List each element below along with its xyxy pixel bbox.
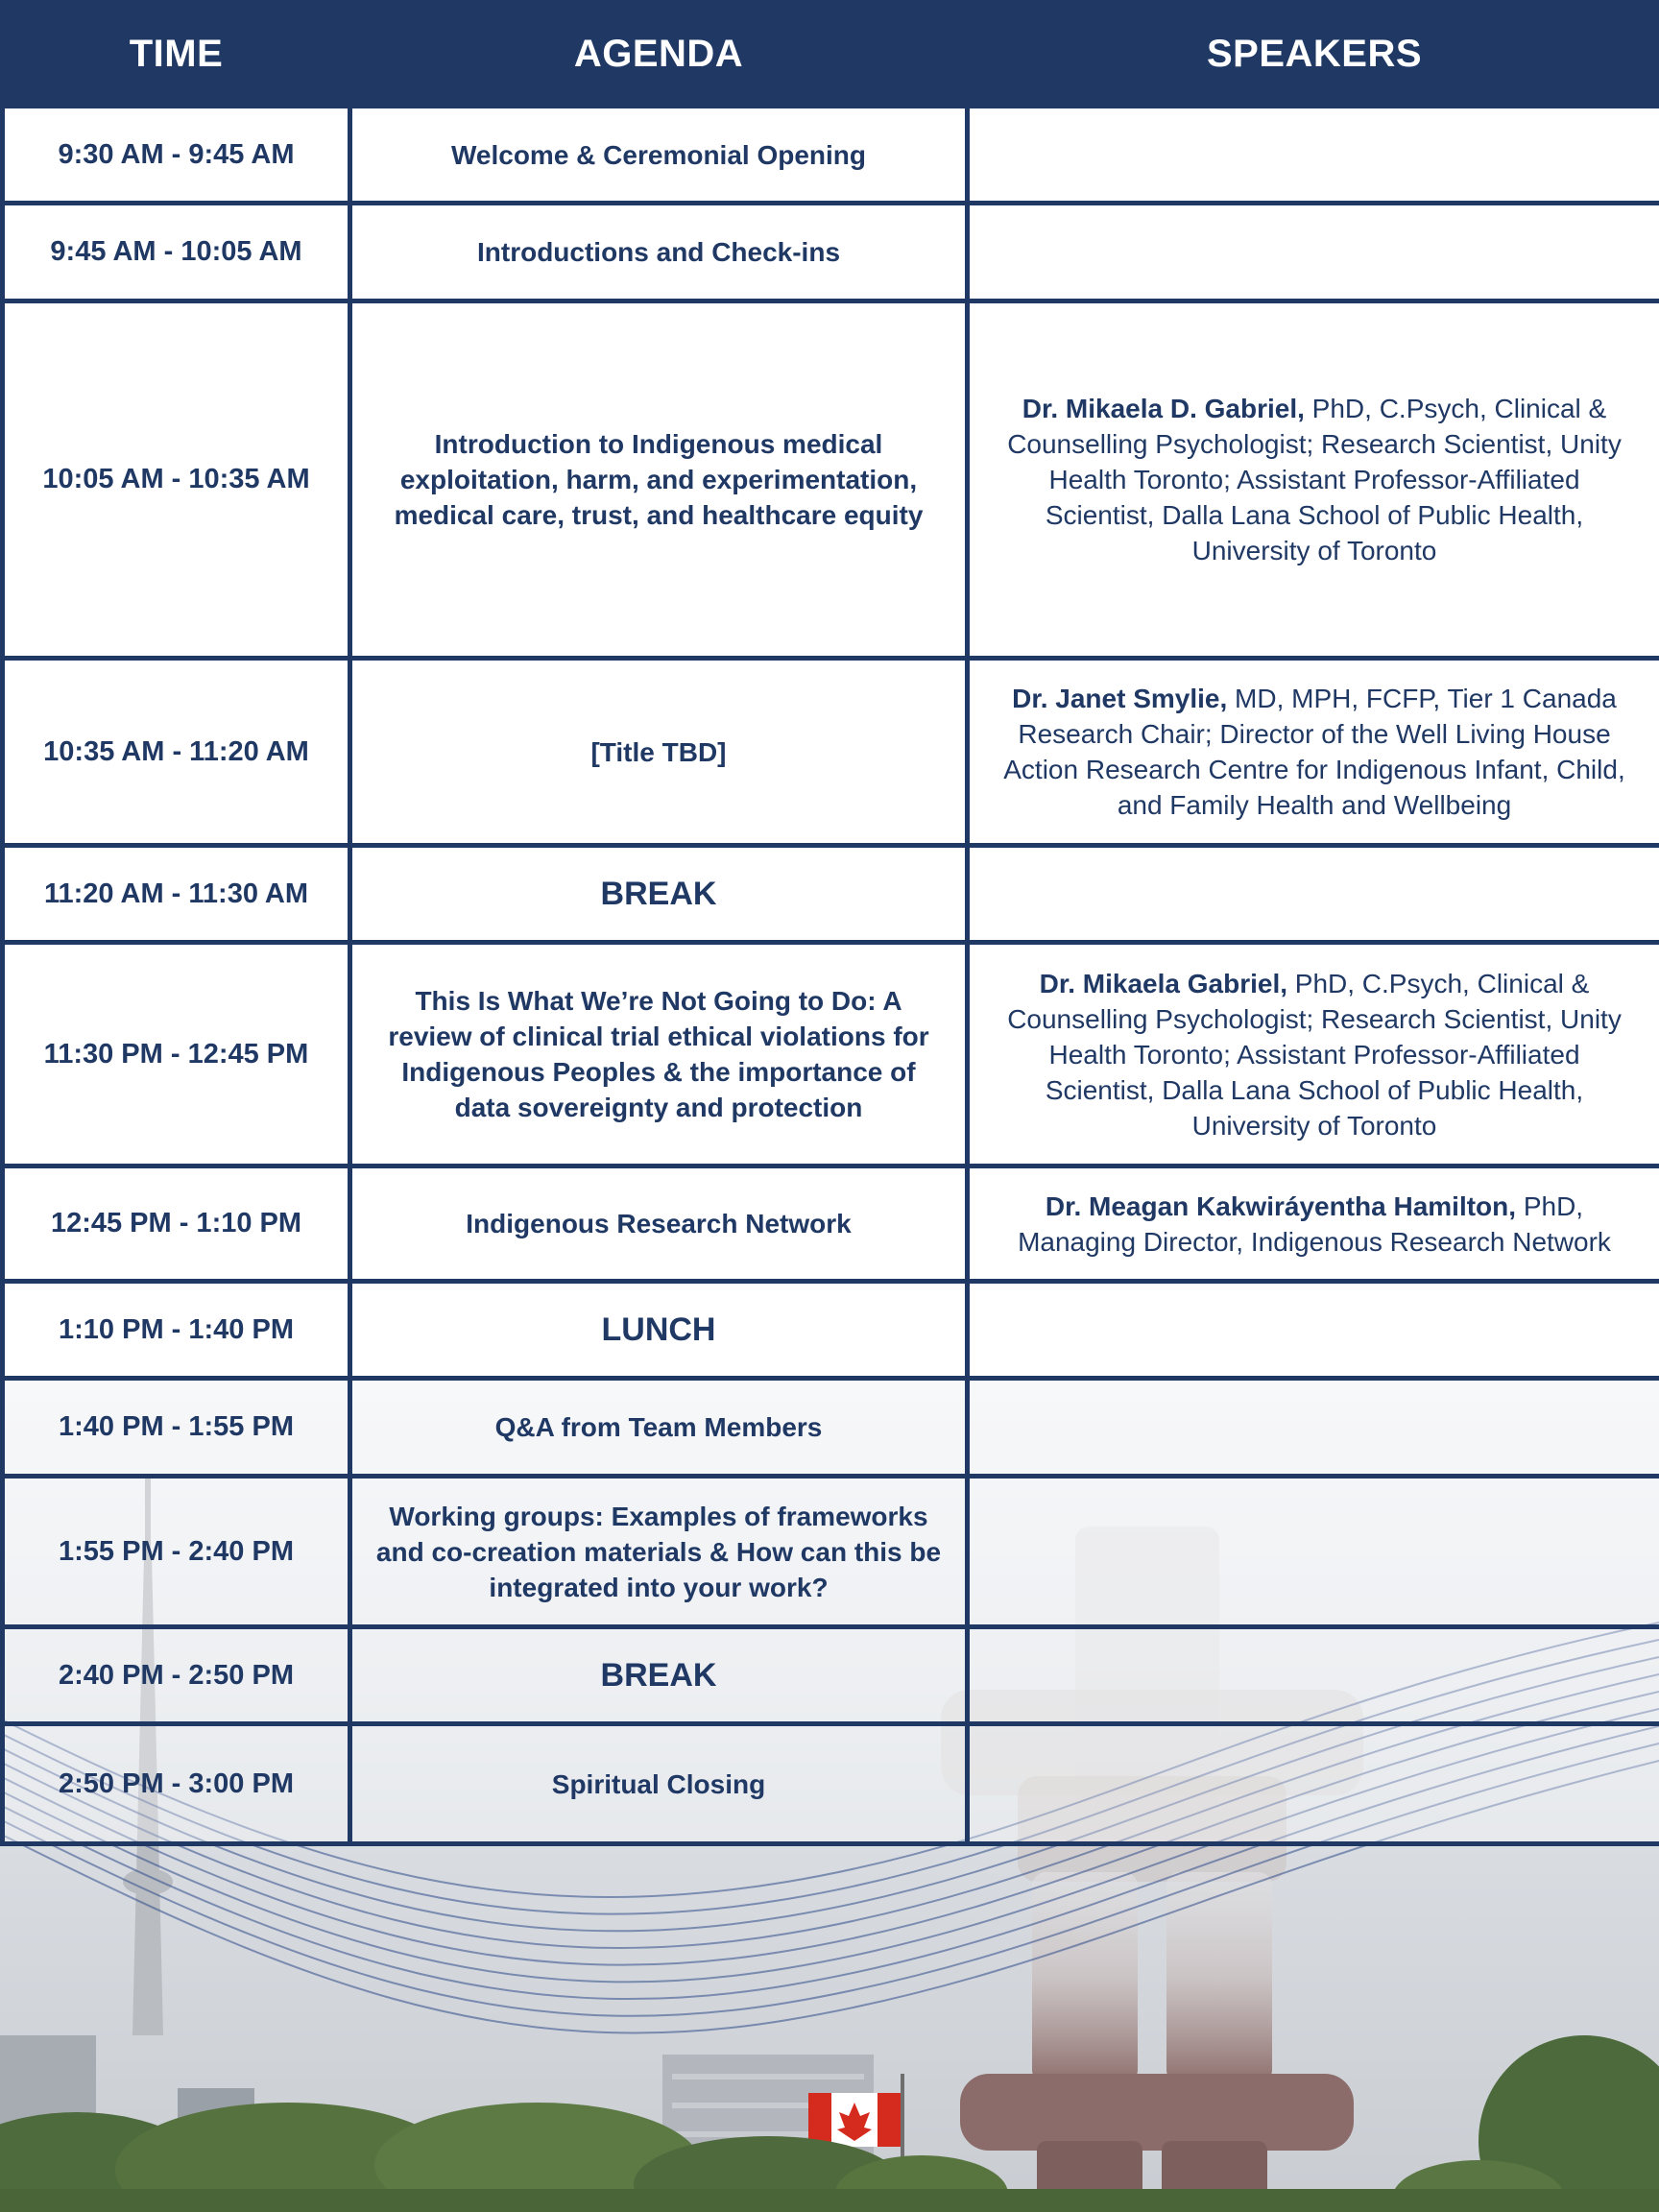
agenda-cell: This Is What We’re Not Going to Do: A review of clinical trial ethical violations for Indigenous Peoples & the importance of data sovereignty and protection [350,943,968,1166]
time-cell: 10:05 AM - 10:35 AM [3,301,350,659]
header-row [3,3,1659,107]
time-cell: 9:30 AM - 9:45 AM [3,107,350,204]
speaker-cell [968,1724,1659,1844]
speaker-cell [968,943,1659,1166]
speaker-details: PhD, C.Psych, Clinical & Counselling Psychologist; Research Scientist, Unity Health Toronto; Assistant Professor-Affiliated Scientist, Dalla Lana School of Public Health, University of Toronto [1007,394,1622,565]
speaker-cell [968,107,1659,204]
table-row [3,659,1659,846]
speaker-details: MD, MPH, FCFP, Tier 1 Canada Research Chair; Director of the Well Living House Action Research Centre for Indigenous Infant, Child, and Family Health and Wellbeing [1003,684,1625,820]
agenda-cell: [Title TBD] [350,659,968,846]
table-row [3,1724,1659,1844]
table-row [3,1379,1659,1477]
table-row [3,107,1659,204]
speaker-name: Dr. Janet Smylie, [1012,684,1228,713]
speaker-name: Dr. Meagan Kakwiráyentha Hamilton, [1045,1190,1517,1221]
speaker-cell [968,1477,1659,1627]
agenda-cell: BREAK [350,846,968,943]
agenda-cell: Working groups: Examples of frameworks and co-creation materials & How can this be integrated into your work? [350,1477,968,1627]
time-cell: 11:20 AM - 11:30 AM [3,846,350,943]
speaker-cell [968,1282,1659,1379]
speaker-cell [968,1627,1659,1724]
speaker-name: Dr. Mikaela D. Gabriel, [1022,394,1305,423]
table-row [3,943,1659,1166]
speaker-cell [968,846,1659,943]
time-cell: 1:55 PM - 2:40 PM [3,1477,350,1627]
table-row [3,301,1659,659]
header-speakers: SPEAKERS [968,3,1659,107]
agenda-cell: Introduction to Indigenous medical exploitation, harm, and experimentation, medical care, trust, and healthcare equity [350,301,968,659]
speaker-details: PhD, Managing Director, Indigenous Research Network [1018,1190,1611,1257]
table-row [3,1477,1659,1627]
time-cell: 10:35 AM - 11:20 AM [3,659,350,846]
agenda-cell: BREAK [350,1627,968,1724]
speaker-cell [968,204,1659,301]
time-cell: 11:30 PM - 12:45 PM [3,943,350,1166]
speaker-cell [968,301,1659,659]
table-row [3,1282,1659,1379]
speaker-name: Dr. Mikaela Gabriel, [1039,968,1287,998]
time-cell: 9:45 AM - 10:05 AM [3,204,350,301]
agenda-cell: Introductions and Check-ins [350,204,968,301]
table-row [3,204,1659,301]
table-row [3,1166,1659,1282]
speaker-cell [968,1379,1659,1477]
table-row [3,846,1659,943]
time-cell: 2:50 PM - 3:00 PM [3,1724,350,1844]
time-cell: 1:40 PM - 1:55 PM [3,1379,350,1477]
header-time: TIME [3,3,350,107]
agenda-cell: LUNCH [350,1282,968,1379]
agenda-cell: Q&A from Team Members [350,1379,968,1477]
header-agenda: AGENDA [350,3,968,107]
time-cell: 1:10 PM - 1:40 PM [3,1282,350,1379]
time-cell: 12:45 PM - 1:10 PM [3,1166,350,1282]
speaker-cell [968,659,1659,846]
agenda-cell: Spiritual Closing [350,1724,968,1844]
agenda-cell: Indigenous Research Network [350,1166,968,1282]
table-row [3,1627,1659,1724]
time-cell: 2:40 PM - 2:50 PM [3,1627,350,1724]
agenda-cell: Welcome & Ceremonial Opening [350,107,968,204]
speaker-details: PhD, C.Psych, Clinical & Counselling Psychologist; Research Scientist, Unity Health Toronto; Assistant Professor-Affiliated Scientist, Dalla Lana School of Public Health, University of Toronto [1007,968,1622,1141]
speaker-cell [968,1166,1659,1282]
